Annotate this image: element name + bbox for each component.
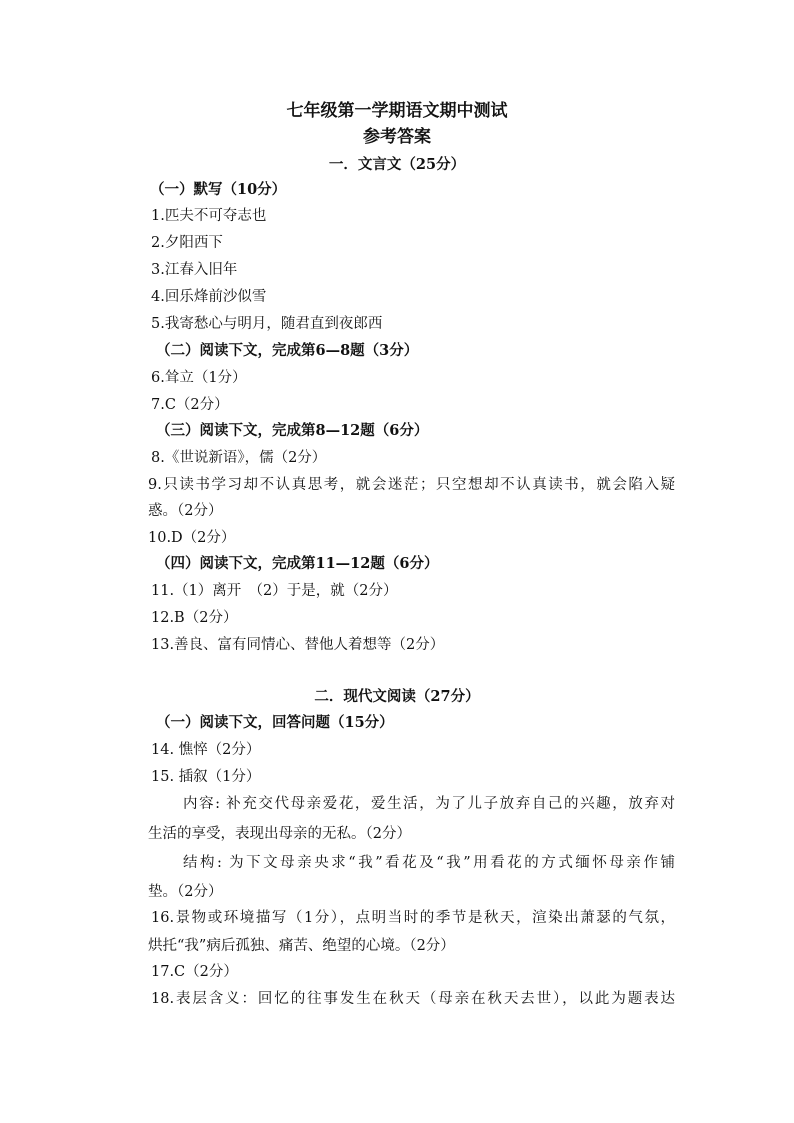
document-subtitle: 参考答案 [363, 127, 431, 147]
part-heading: （二）阅读下文，完成第6—8题（3分） [156, 342, 419, 359]
answer-line: 16.景物或环境描写（1分），点明当时的季节是秋天，渲染出萧瑟的气氛， [151, 910, 675, 926]
answer-line: 内容: 补充交代母亲爱花，爱生活，为了儿子放弃自己的兴趣，放弃对 [183, 796, 675, 812]
answer-line: 结构: 为下文母亲央求“我”看花及“我”用看花的方式缅怀母亲作铺 [183, 855, 675, 871]
answer-line: 烘托“我”病后孤独、痛苦、绝望的心境。（2分） [148, 938, 455, 954]
answer-line: 垫。（2分） [148, 884, 223, 900]
answer-line: 惑。（2分） [148, 503, 223, 519]
part-heading: （四）阅读下文，完成第11—12题（6分） [156, 555, 439, 572]
part-heading: （一）默写（10分） [150, 181, 287, 198]
document-title: 七年级第一学期语文期中测试 [286, 101, 508, 121]
answer-line: 17.C（2分） [151, 964, 238, 980]
answer-line: 生活的享受，表现出母亲的无私。（2分） [148, 826, 411, 842]
answer-line: 6.耸立（1分） [151, 370, 247, 386]
answer-line: 2.夕阳西下 [151, 235, 223, 251]
answer-line: 4.回乐烽前沙似雪 [151, 289, 267, 305]
answer-line: 11.（1）离开 （2）于是，就（2分） [151, 583, 398, 599]
answer-line: 13.善良、富有同情心、替他人着想等（2分） [151, 637, 445, 653]
answer-line: 15. 插叙（1分） [151, 769, 261, 785]
answer-line: 18.表层含义：回忆的往事发生在秋天（母亲在秋天去世），以此为题表达 [151, 991, 675, 1007]
answer-line: 12.B（2分） [151, 610, 238, 626]
answer-line: 1.匹夫不可夺志也 [151, 208, 267, 224]
section-heading: 二．现代文阅读（27分） [314, 688, 480, 705]
answer-line: 3.江春入旧年 [151, 262, 238, 278]
answer-line: 8.《世说新语》，儒（2分） [151, 450, 327, 466]
answer-line: 10.D（2分） [148, 530, 236, 546]
part-heading: （一）阅读下文，回答问题（15分） [156, 714, 394, 731]
answer-line: 5.我寄愁心与明月，随君直到夜郎西 [151, 316, 383, 332]
section-heading: 一．文言文（25分） [328, 156, 466, 173]
part-heading: （三）阅读下文，完成第8—12题（6分） [156, 422, 429, 439]
answer-line: 9.只读书学习却不认真思考，就会迷茫；只空想却不认真读书，就会陷入疑 [148, 477, 675, 493]
answer-line: 14. 憔悴（2分） [151, 742, 261, 758]
answer-line: 7.C（2分） [151, 397, 229, 413]
